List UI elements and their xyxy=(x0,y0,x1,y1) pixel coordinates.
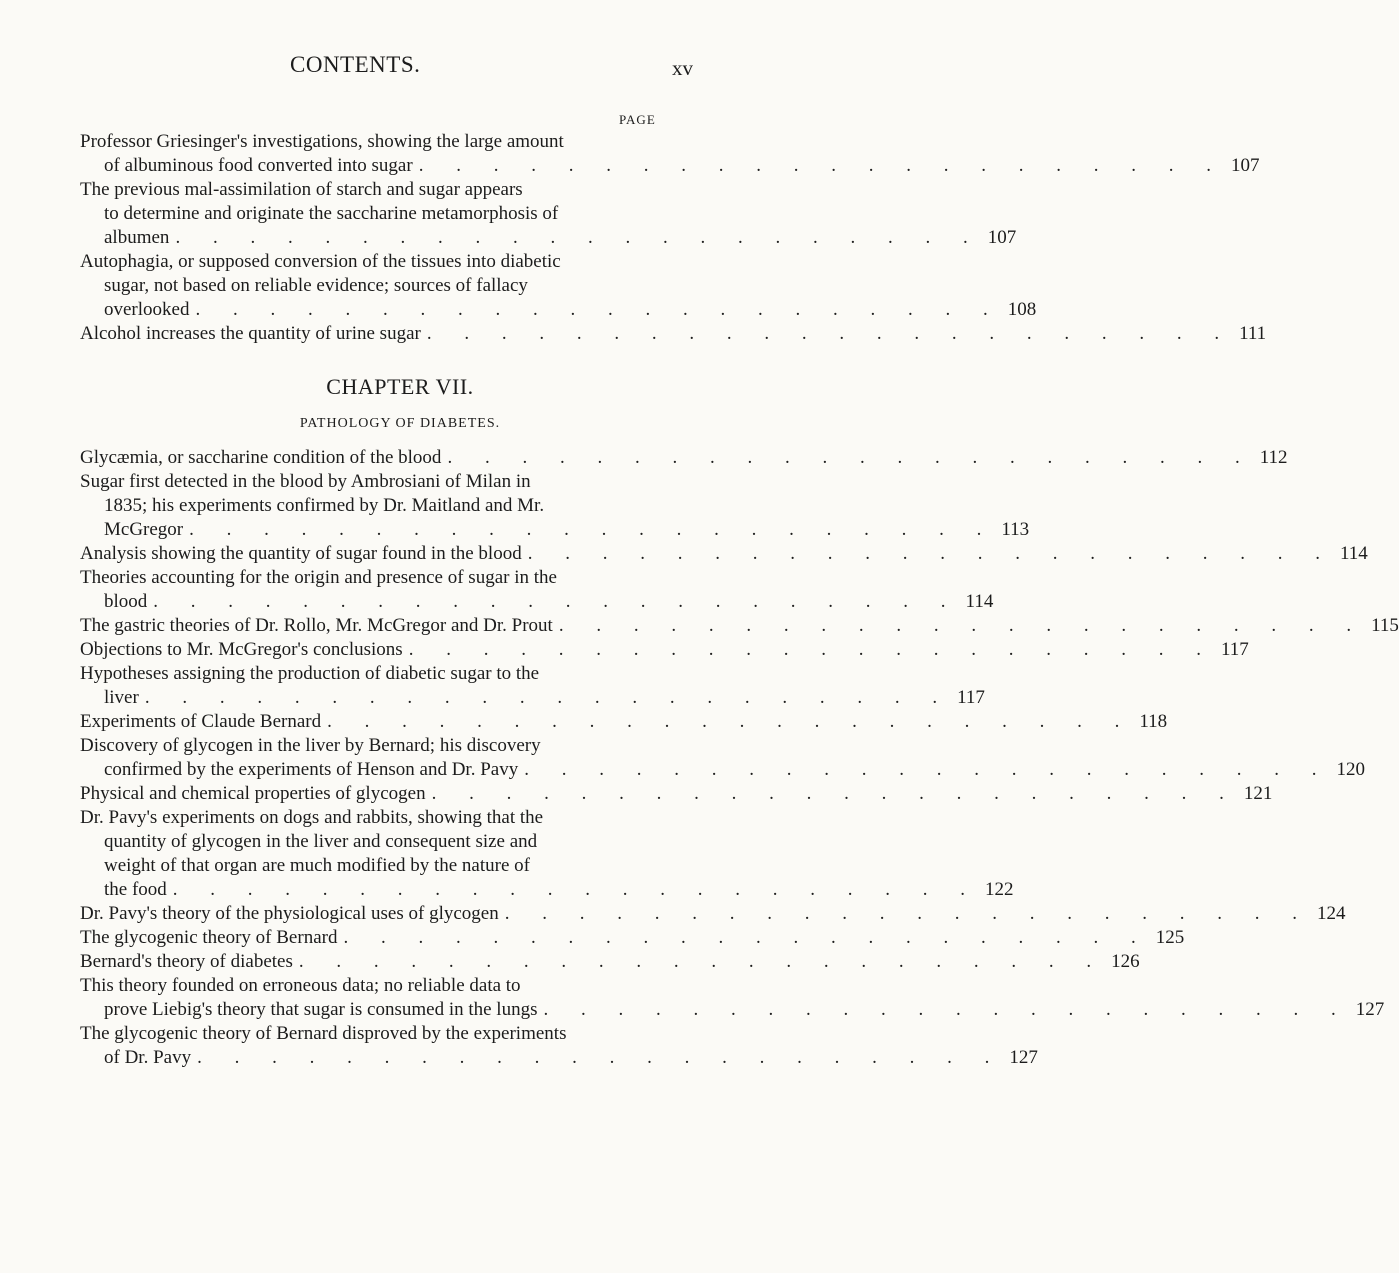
toc-page-number: 117 xyxy=(1220,639,1249,660)
toc-entry-line: This theory founded on erroneous data; no reliable data to xyxy=(80,975,521,996)
toc-entry xyxy=(80,806,1014,902)
toc-page-number: 120 xyxy=(1336,759,1365,780)
dot-leader: . . . . . . . . . . . . . . . . . . . . . . xyxy=(327,711,1134,732)
toc-entry xyxy=(80,638,1249,662)
toc-entry-line: confirmed by the experiments of Henson and Dr. Pavy xyxy=(104,759,519,780)
toc-entry xyxy=(80,566,994,614)
dot-leader: . . . . . . . . . . . . . . . . . . . . . . xyxy=(431,783,1238,804)
toc-entry xyxy=(80,974,1385,1022)
toc-page-number: 115 xyxy=(1371,615,1399,636)
toc-entry xyxy=(80,950,1140,974)
toc-page-number: 107 xyxy=(987,227,1017,248)
toc-page-number: 114 xyxy=(1339,543,1368,564)
toc-entry xyxy=(80,130,1260,178)
toc-page-number: 111 xyxy=(1239,323,1267,344)
toc-entry-line: of albuminous food converted into sugar xyxy=(104,155,413,176)
toc-entry xyxy=(80,542,1368,566)
chapter-subtitle: PATHOLOGY OF DIABETES. xyxy=(299,416,501,431)
toc-entry xyxy=(80,470,1030,542)
toc-entry xyxy=(80,710,1168,734)
toc-entry-line: The glycogenic theory of Bernard xyxy=(80,927,338,948)
toc-page-number: 122 xyxy=(985,879,1014,900)
dot-leader: . . . . . . . . . . . . . . . . . . . . . . xyxy=(447,447,1254,468)
toc-entry-line: McGregor xyxy=(104,519,184,540)
toc-entry-line: Analysis showing the quantity of sugar found in the blood xyxy=(80,543,522,564)
toc-entry-line: Theories accounting for the origin and presence of sugar in the xyxy=(80,567,557,588)
toc-entry-line: 1835; his experiments confirmed by Dr. Maitland and Mr. xyxy=(104,495,545,516)
running-title: CONTENTS. xyxy=(290,52,421,77)
toc-entry-line: The previous mal-assimilation of starch and sugar appears xyxy=(80,179,523,200)
toc-entry-line: weight of that organ are much modified by the nature of xyxy=(104,855,530,876)
contents-list-before-chapter xyxy=(80,130,1267,346)
toc-entry-line: Hypotheses assigning the production of diabetic sugar to the xyxy=(80,663,540,684)
toc-page-number: 114 xyxy=(965,591,994,612)
toc-entry-line: to determine and originate the saccharine metamorphosis of xyxy=(104,203,559,224)
dot-leader: . . . . . . . . . . . . . . . . . . . . . . xyxy=(195,299,1002,320)
toc-page-number: 107 xyxy=(1230,155,1260,176)
dot-leader: . . . . . . . . . . . . . . . . . . . . . . xyxy=(343,927,1150,948)
toc-entry-line: overlooked xyxy=(104,299,190,320)
toc-entry xyxy=(80,902,1346,926)
toc-entry xyxy=(80,322,1267,346)
toc-entry-line: Objections to Mr. McGregor's conclusions xyxy=(80,639,403,660)
toc-entry-line: of Dr. Pavy xyxy=(104,1047,192,1068)
dot-leader: . . . . . . . . . . . . . . . . . . . . . . xyxy=(418,155,1225,176)
toc-entry xyxy=(80,734,1365,782)
dot-leader: . . . . . . . . . . . . . . . . . . . . . . xyxy=(504,903,1311,924)
toc-entry-line: The glycogenic theory of Bernard disproved by the experiments xyxy=(80,1023,567,1044)
dot-leader: . . . . . . . . . . . . . . . . . . . . . . xyxy=(153,591,960,612)
dot-leader: . . . . . . . . . . . . . . . . . . . . . . xyxy=(197,1047,1004,1068)
toc-entry-line: Glycæmia, or saccharine condition of the blood xyxy=(80,447,442,468)
toc-entry xyxy=(80,178,1017,250)
toc-entry xyxy=(80,614,1399,638)
toc-entry-line: liver xyxy=(104,687,139,708)
toc-page-number: 127 xyxy=(1009,1047,1038,1068)
toc-entry-line: Bernard's theory of diabetes xyxy=(80,951,293,972)
dot-leader: . . . . . . . . . . . . . . . . . . . . . . xyxy=(298,951,1106,972)
toc-page-number: 125 xyxy=(1155,927,1185,948)
dot-leader: . . . . . . . . . . . . . . . . . . . . . . xyxy=(172,879,980,900)
dot-leader: . . . . . . . . . . . . . . . . . . . . . . xyxy=(175,227,982,248)
toc-entry-line: albumen xyxy=(104,227,170,248)
toc-page-number: 108 xyxy=(1007,299,1037,320)
toc-entry-line: blood xyxy=(104,591,148,612)
toc-entry-line: Experiments of Claude Bernard xyxy=(80,711,322,732)
toc-page-number: 112 xyxy=(1259,447,1288,468)
dot-leader: . . . . . . . . . . . . . . . . . . . . . . xyxy=(558,615,1366,636)
toc-entry xyxy=(80,926,1185,950)
toc-entry-line: Discovery of glycogen in the liver by Bernard; his discovery xyxy=(80,735,541,756)
toc-page-number: 127 xyxy=(1355,999,1385,1020)
page-number: xv xyxy=(672,56,693,80)
dot-leader: . . . . . . . . . . . . . . . . . . . . . . xyxy=(144,687,952,708)
dot-leader: . . . . . . . . . . . . . . . . . . . . . . xyxy=(426,323,1234,344)
page-column-label: PAGE xyxy=(619,112,656,127)
toc-entry xyxy=(80,446,1288,470)
toc-entry xyxy=(80,250,1037,322)
dot-leader: . . . . . . . . . . . . . . . . . . . . . . xyxy=(408,639,1215,660)
toc-page-number: 124 xyxy=(1316,903,1346,924)
toc-entry-line: The gastric theories of Dr. Rollo, Mr. McGregor and Dr. Prout xyxy=(80,615,553,636)
toc-entry xyxy=(80,1022,1038,1070)
dot-leader: . . . . . . . . . . . . . . . . . . . . . . xyxy=(527,543,1334,564)
toc-entry-line: quantity of glycogen in the liver and consequent size and xyxy=(104,831,538,852)
toc-entry-line: Professor Griesinger's investigations, showing the large amount xyxy=(80,131,564,152)
toc-entry-line: Autophagia, or supposed conversion of the tissues into diabetic xyxy=(80,251,561,272)
dot-leader: . . . . . . . . . . . . . . . . . . . . . . xyxy=(543,999,1350,1020)
toc-entry-line: sugar, not based on reliable evidence; sources of fallacy xyxy=(104,275,528,296)
dot-leader: . . . . . . . . . . . . . . . . . . . . . . xyxy=(189,519,996,540)
toc-page-number: 118 xyxy=(1139,711,1168,732)
running-head xyxy=(0,52,800,82)
toc-entry-line: prove Liebig's theory that sugar is consumed in the lungs xyxy=(104,999,538,1020)
toc-entry-line: Sugar first detected in the blood by Ambrosiani of Milan in xyxy=(80,471,531,492)
toc-page-number: 126 xyxy=(1111,951,1140,972)
toc-entry xyxy=(80,782,1273,806)
toc-entry-line: Dr. Pavy's experiments on dogs and rabbits, showing that the xyxy=(80,807,544,828)
toc-entry xyxy=(80,662,985,710)
dot-leader: . . . . . . . . . . . . . . . . . . . . . . xyxy=(524,759,1331,780)
toc-page-number: 121 xyxy=(1243,783,1273,804)
toc-entry-line: Dr. Pavy's theory of the physiological uses of glycogen xyxy=(80,903,499,924)
toc-page-number: 113 xyxy=(1001,519,1030,540)
toc-entry-line: the food xyxy=(104,879,167,900)
contents-list-chapter-vii xyxy=(80,446,1399,1070)
toc-entry-line: Physical and chemical properties of glycogen xyxy=(80,783,426,804)
toc-entry-line: Alcohol increases the quantity of urine sugar xyxy=(80,323,421,344)
chapter-heading: CHAPTER VII. xyxy=(326,374,474,399)
toc-page-number: 117 xyxy=(957,687,985,708)
